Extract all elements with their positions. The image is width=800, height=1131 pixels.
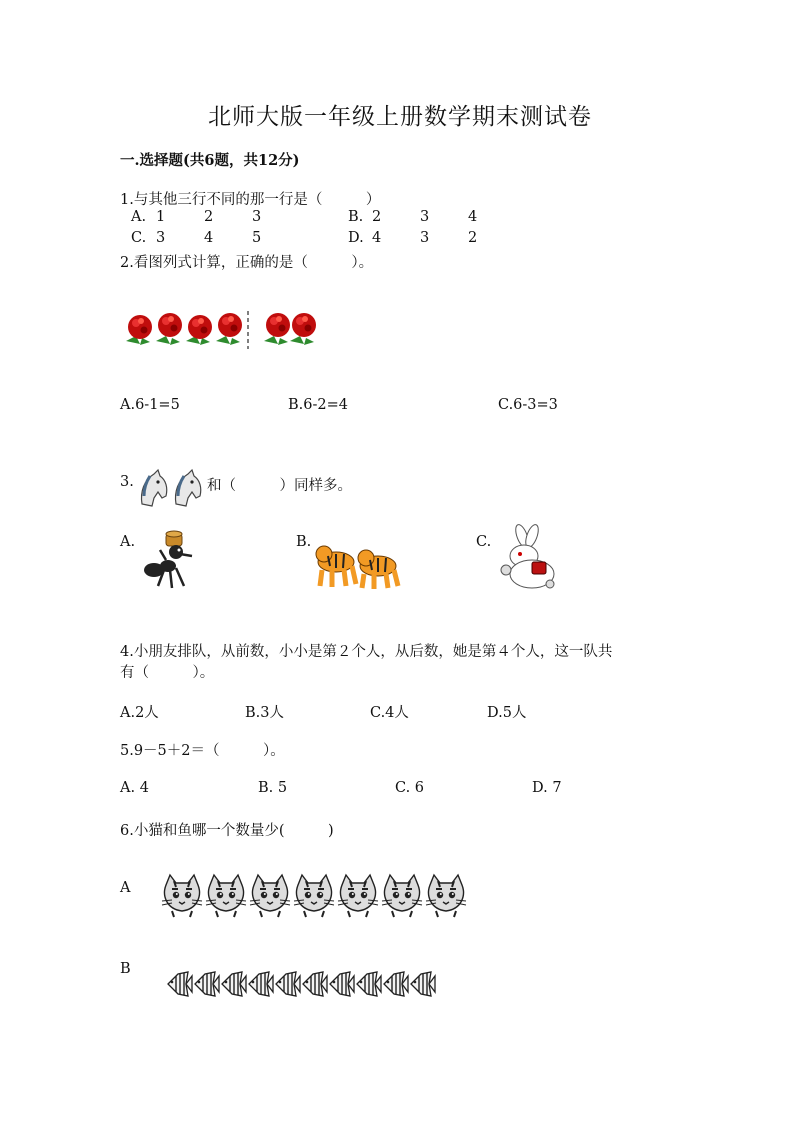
- ant-icon: [140, 530, 210, 596]
- rose-flower-icon: [126, 315, 152, 345]
- cat-face-icon: [294, 875, 334, 917]
- question-5-stem: 5.9－5＋2＝（ ）。: [120, 743, 285, 759]
- question-3-number: 3.: [120, 474, 134, 490]
- fish-icon: [384, 972, 408, 996]
- question-6-stem: 6.小猫和鱼哪一个数量少( ): [120, 823, 334, 839]
- horse-head-icon: [142, 470, 167, 506]
- fish-icon: [276, 972, 300, 996]
- option-b-num: 2: [372, 209, 382, 225]
- cat-face-icon: [426, 875, 466, 917]
- option-d-num: 3: [420, 230, 430, 246]
- option-a-num: 2: [204, 209, 214, 225]
- q3-option-c[interactable]: C.: [476, 534, 492, 550]
- option-a-letter[interactable]: A.: [131, 209, 147, 225]
- fish-icon: [168, 972, 192, 996]
- option-c-num: 4: [204, 230, 214, 246]
- question-1-stem: 1.与其他三行不同的那一行是（ ）: [120, 192, 381, 208]
- q5-option-b[interactable]: B. 5: [258, 780, 288, 796]
- q3-option-b[interactable]: B.: [296, 534, 312, 550]
- rose-flower-icon: [156, 313, 182, 345]
- option-b-num: 4: [468, 209, 478, 225]
- fish-icon: [411, 972, 435, 996]
- option-d-num: 4: [372, 230, 382, 246]
- cat-face-icon: [338, 875, 378, 917]
- q6-option-b[interactable]: B: [120, 961, 131, 977]
- q4-option-b[interactable]: B.3人: [245, 705, 284, 721]
- rose-flower-icon: [290, 313, 316, 345]
- q5-option-c[interactable]: C. 6: [395, 780, 425, 796]
- q2-option-b[interactable]: B.6-2=4: [288, 397, 348, 413]
- question-4-stem-line1: 4.小朋友排队，从前数，小小是第２个人，从后数，她是第４个人，这一队共: [120, 644, 613, 660]
- option-b-letter[interactable]: B.: [348, 209, 364, 225]
- ant-image: [140, 530, 210, 596]
- q4-option-c[interactable]: C.4人: [370, 705, 409, 721]
- q2-option-c[interactable]: C.6-3=3: [498, 397, 558, 413]
- option-d-num: 2: [468, 230, 478, 246]
- option-c-letter[interactable]: C.: [131, 230, 147, 246]
- option-b-num: 3: [420, 209, 430, 225]
- q5-option-a[interactable]: A. 4: [120, 780, 149, 796]
- section-heading: 一.选择题(共6题，共12分): [120, 152, 300, 169]
- rose-flower-icon: [186, 315, 212, 345]
- fish-icon: [330, 972, 354, 996]
- page-title: 北师大版一年级上册数学期末测试卷: [208, 104, 592, 130]
- q2-option-a[interactable]: A.6-1=5: [120, 397, 180, 413]
- fish-icon: [195, 972, 219, 996]
- cat-face-icon: [250, 875, 290, 917]
- cat-face-icon: [206, 875, 246, 917]
- rabbit-image: [494, 530, 564, 592]
- tiger-icon: [358, 550, 398, 589]
- fish-icon: [357, 972, 381, 996]
- option-c-num: 5: [252, 230, 262, 246]
- cats-image: [160, 875, 470, 919]
- q4-option-a[interactable]: A.2人: [120, 705, 159, 721]
- rose-flower-icon: [264, 313, 290, 345]
- fish-icon: [249, 972, 273, 996]
- option-c-num: 3: [156, 230, 166, 246]
- question-3-stem: 和（ ）同样多。: [207, 478, 352, 494]
- cat-face-icon: [162, 875, 202, 917]
- option-a-num: 3: [252, 209, 262, 225]
- question-4-stem-line2: 有（ ）。: [120, 665, 215, 681]
- fish-icon: [222, 972, 246, 996]
- rabbit-icon: [494, 530, 564, 592]
- fish-image: [164, 970, 444, 998]
- option-d-letter[interactable]: D.: [348, 230, 364, 246]
- cat-face-icon: [382, 875, 422, 917]
- horses-image: [136, 468, 206, 508]
- tigers-image: [314, 536, 402, 592]
- flowers-image: [120, 305, 330, 353]
- q6-option-a[interactable]: A: [120, 880, 131, 896]
- option-a-num: 1: [156, 209, 166, 225]
- rose-flower-icon: [216, 313, 242, 345]
- q5-option-d[interactable]: D. 7: [532, 780, 562, 796]
- q3-option-a[interactable]: A.: [120, 534, 136, 550]
- tiger-icon: [316, 546, 356, 587]
- q4-option-d[interactable]: D.5人: [487, 705, 527, 721]
- fish-icon: [303, 972, 327, 996]
- horse-head-icon: [176, 470, 201, 506]
- question-2-stem: 2.看图列式计算，正确的是（ ）。: [120, 255, 374, 271]
